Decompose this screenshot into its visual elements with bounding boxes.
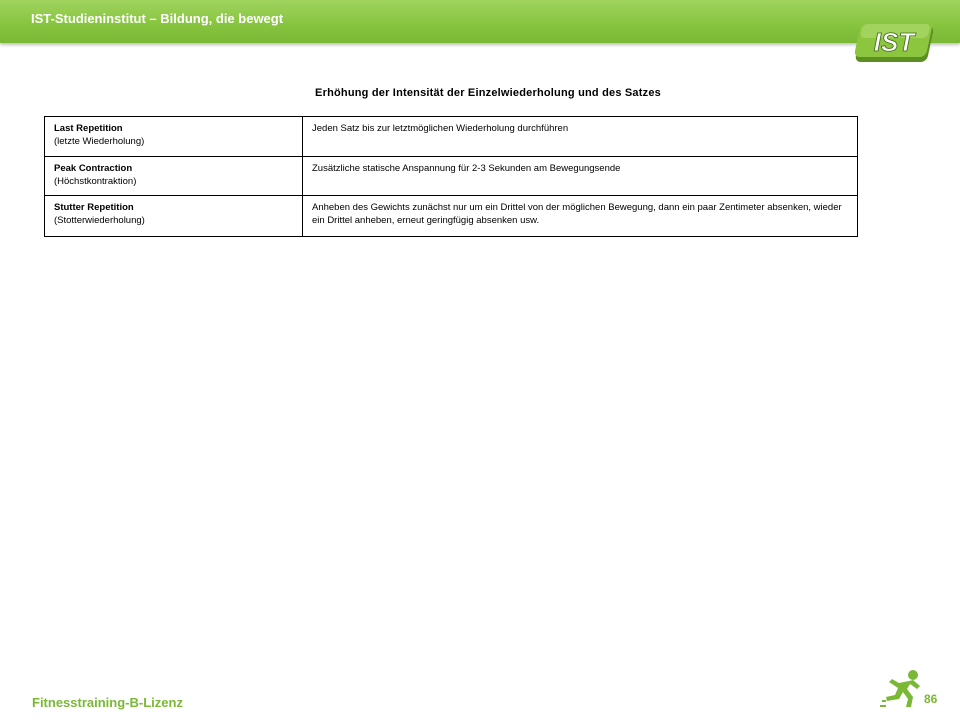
- footer-course-name: Fitnesstraining-B-Lizenz: [32, 695, 183, 710]
- ist-logo: [848, 18, 934, 70]
- term-name: Last Repetition: [54, 123, 123, 134]
- header-title: IST-Studieninstitut – Bildung, die bewegt: [31, 11, 284, 26]
- term-name: Peak Contraction: [54, 163, 133, 174]
- intensity-table: [44, 116, 858, 237]
- description-cell: Anheben des Gewichts zunächst nur um ein Drittel von der möglichen Bewegung, dann ein paar Zentimeter absenken, wieder ein Drittel anheben, erneut geringfügig absenken usw.: [303, 196, 858, 237]
- page-number: 86: [924, 692, 938, 706]
- term-translation: (letzte Wiederholung): [54, 135, 145, 147]
- description-cell: Zusätzliche statische Anspannung für 2-3 Sekunden am Bewegungsende: [303, 157, 858, 196]
- table-row: [45, 196, 858, 237]
- table-row: [45, 117, 858, 157]
- runner-icon: [880, 669, 924, 709]
- slide-title: Erhöhung der Intensität der Einzelwiederholung und des Satzes: [315, 87, 661, 99]
- description-cell: Jeden Satz bis zur letztmöglichen Wiederholung durchführen: [303, 117, 858, 157]
- ist-logo-text: IST: [873, 27, 915, 57]
- term-cell: [45, 117, 303, 157]
- term-cell: [45, 196, 303, 237]
- header-bar: [0, 0, 960, 43]
- term-translation: (Stotterwiederholung): [54, 214, 145, 226]
- table-row: [45, 157, 858, 196]
- term-translation: (Höchstkontraktion): [54, 175, 137, 187]
- term-name: Stutter Repetition: [54, 202, 134, 213]
- term-cell: [45, 157, 303, 196]
